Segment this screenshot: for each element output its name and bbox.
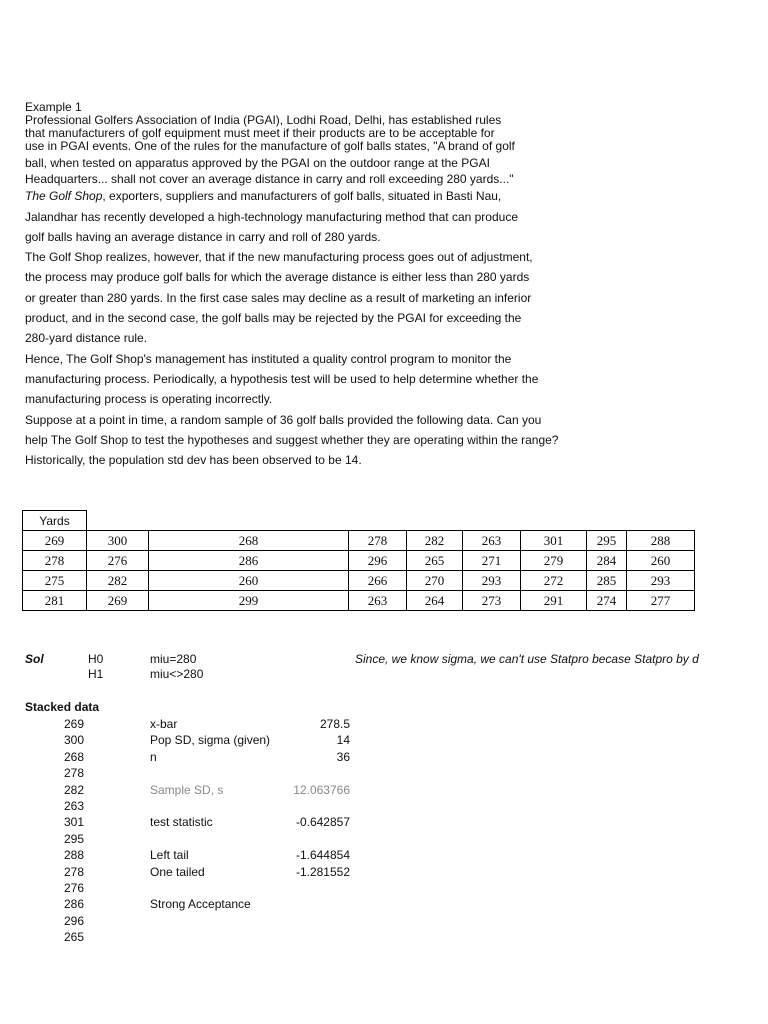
stacked-value: 276	[63, 880, 84, 895]
column-header-yards: Yards	[23, 511, 87, 531]
table-cell: 291	[521, 591, 587, 611]
stat-row-conclusion	[150, 896, 350, 912]
table-cell: 273	[463, 591, 521, 611]
narrative-line: ball, when tested on apparatus approved by the PGAI on the outdoor range at the PGAI	[25, 156, 490, 170]
table-cell: 269	[87, 591, 149, 611]
stat-label: One tailed	[150, 864, 205, 879]
stacked-value: 296	[63, 913, 84, 928]
stat-label: x-bar	[150, 717, 178, 731]
shop-name: The Golf Shop	[25, 189, 103, 204]
table-cell: 275	[23, 571, 87, 591]
narrative-text: , exporters, suppliers and manufacturers of golf balls, situated in Basti Nau,	[102, 189, 502, 204]
narrative-line: Hence, The Golf Shop's management has instituted a quality control program to monitor the	[25, 351, 512, 366]
conclusion-text: Strong Acceptance	[150, 897, 251, 912]
example-title: Example 1	[25, 100, 82, 114]
narrative-line: that manufacturers of golf equipment must meet if their products are to be acceptable for	[25, 126, 495, 140]
stacked-value: 295	[63, 831, 84, 846]
table-cell: 274	[587, 591, 627, 611]
stacked-value: 288	[63, 848, 84, 863]
solution-note: Since, we know sigma, we can't use Statpro becase Statpro by d	[355, 652, 699, 666]
statistics-block	[150, 716, 350, 913]
table-cell: 264	[407, 591, 463, 611]
table-row	[23, 571, 695, 591]
table-cell: 282	[87, 571, 149, 591]
table-cell: 263	[463, 531, 521, 551]
stacked-value: 282	[63, 782, 84, 797]
stacked-value: 278	[63, 864, 84, 879]
table-cell: 299	[149, 591, 349, 611]
h0-value: miu=280	[150, 652, 197, 666]
narrative-line: Jalandhar has recently developed a high-technology manufacturing method that can produce	[25, 209, 518, 224]
table-cell: 296	[349, 551, 407, 571]
table-cell: 266	[349, 571, 407, 591]
table-cell: 284	[587, 551, 627, 571]
stacked-data-column	[40, 716, 84, 945]
table-cell: 263	[349, 591, 407, 611]
stat-label: Left tail	[150, 848, 189, 863]
stat-label: test statistic	[150, 815, 213, 830]
stat-value: -1.281552	[295, 864, 350, 879]
stat-row-n	[150, 749, 350, 765]
table-cell: 271	[463, 551, 521, 571]
narrative-line: product, and in the second case, the golf balls may be rejected by the PGAI for exceeding the	[25, 311, 522, 326]
table-cell: 295	[587, 531, 627, 551]
h1-value: miu<>280	[150, 667, 204, 681]
stacked-value: 269	[63, 717, 84, 731]
problem-statement	[25, 101, 765, 470]
h0-label: H0	[88, 652, 104, 666]
narrative-line	[25, 186, 765, 206]
yards-table	[22, 510, 695, 611]
stat-label: Sample SD, s	[150, 782, 224, 797]
stat-label: Pop SD, sigma (given)	[150, 733, 271, 748]
stat-row-test-statistic	[150, 814, 350, 830]
stacked-value: 278	[63, 766, 84, 781]
stacked-value: 268	[63, 749, 84, 764]
stat-value: 36	[336, 749, 350, 764]
table-cell: 265	[407, 551, 463, 571]
table-cell: 276	[87, 551, 149, 571]
table-cell: 272	[521, 571, 587, 591]
narrative-line: Professional Golfers Association of India (PGAI), Lodhi Road, Delhi, has established rules	[25, 113, 502, 127]
table-cell: 288	[627, 531, 695, 551]
table-cell: 269	[23, 531, 87, 551]
narrative-line: or greater than 280 yards. In the first case sales may decline as a result of marketing an inferior	[25, 290, 532, 305]
h1-label: H1	[88, 667, 104, 681]
table-cell: 270	[407, 571, 463, 591]
narrative-line: help The Golf Shop to test the hypotheses and suggest whether they are operating within the range?	[25, 432, 559, 447]
table-header-row	[23, 511, 695, 531]
table-cell: 293	[463, 571, 521, 591]
narrative-line: The Golf Shop realizes, however, that if the new manufacturing process goes out of adjustment,	[25, 250, 533, 265]
narrative-line: Suppose at a point in time, a random sample of 36 golf balls provided the following data. Can you	[25, 412, 542, 427]
narrative-line: manufacturing process is operating incorrectly.	[25, 392, 273, 407]
narrative-line: Headquarters... shall not cover an average distance in carry and roll exceeding 280 yards..."	[25, 172, 514, 187]
narrative-line: manufacturing process. Periodically, a hypothesis test will be used to help determine whether the	[25, 371, 539, 386]
table-cell: 281	[23, 591, 87, 611]
stat-label: n	[150, 749, 157, 764]
stacked-value: 286	[63, 897, 84, 912]
stacked-data-heading: Stacked data	[25, 700, 100, 714]
stat-value: 278.5	[319, 717, 350, 731]
table-cell: 277	[627, 591, 695, 611]
stat-value: 14	[336, 733, 350, 748]
table-cell: 260	[149, 571, 349, 591]
stacked-value: 265	[63, 930, 84, 945]
stat-value: 12.063766	[293, 782, 350, 797]
table-cell: 260	[627, 551, 695, 571]
stat-value: -1.644854	[295, 848, 350, 863]
table-row	[23, 591, 695, 611]
table-cell: 286	[149, 551, 349, 571]
narrative-line: Historically, the population std dev has been observed to be 14.	[25, 453, 362, 468]
table-cell: 282	[407, 531, 463, 551]
narrative-line: use in PGAI events. One of the rules for the manufacture of golf balls states, "A brand of golf	[25, 139, 515, 153]
table-row	[23, 551, 695, 571]
stacked-value: 300	[63, 733, 84, 748]
stat-row-sample-sd	[150, 782, 350, 798]
table-row	[23, 531, 695, 551]
table-cell: 279	[521, 551, 587, 571]
table-cell: 278	[23, 551, 87, 571]
table-cell: 300	[87, 531, 149, 551]
narrative-line: golf balls having an average distance in carry and roll of 280 yards.	[25, 229, 381, 244]
table-cell: 301	[521, 531, 587, 551]
stat-row-left-tail	[150, 847, 350, 863]
table-cell: 278	[349, 531, 407, 551]
table-cell: 293	[627, 571, 695, 591]
stat-row-pop-sd	[150, 732, 350, 748]
narrative-line: 280-yard distance rule.	[25, 331, 148, 346]
narrative-line: the process may produce golf balls for which the average distance is either less than 280 yards	[25, 270, 530, 285]
stat-value: -0.642857	[295, 815, 350, 830]
table-cell: 285	[587, 571, 627, 591]
stacked-value: 263	[63, 798, 84, 813]
table-cell: 268	[149, 531, 349, 551]
stat-row-xbar	[150, 716, 350, 732]
stacked-value: 301	[63, 815, 84, 830]
stat-row-one-tailed	[150, 864, 350, 880]
solution-label: Sol	[25, 652, 44, 666]
